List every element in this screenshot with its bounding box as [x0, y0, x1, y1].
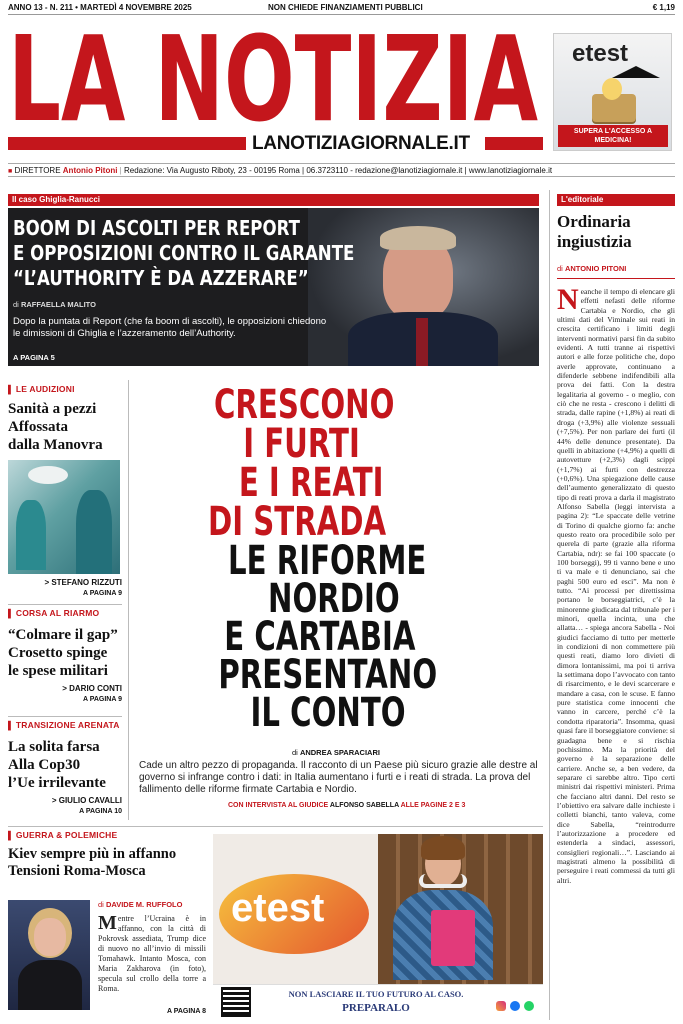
main-red-1: CRESCONO [214, 382, 395, 428]
photo-surgeon-2 [76, 490, 112, 574]
side-rule-2 [8, 716, 122, 717]
bottom-story[interactable] [8, 830, 206, 1020]
zakharova-photo [8, 900, 90, 1010]
box-top-tag: Il caso Ghiglia-Ranucci [8, 194, 539, 206]
top-bar [8, 3, 675, 15]
byline-name: ANDREA SPARACIARI [299, 748, 380, 757]
side3-tag: ▌ TRANSIZIONE ARENATA [8, 720, 122, 730]
side1-tag: ▌ LE AUDIZIONI [8, 384, 122, 394]
bottom-rule [8, 826, 543, 827]
logo-text: LA NOTIZIA [8, 22, 538, 134]
editorial-text [557, 287, 675, 1017]
main-black-4: PRESENTANO [218, 652, 438, 698]
bottom-text [98, 914, 206, 994]
ref-a: CON INTERVISTA AL GIUDICE [228, 802, 329, 809]
byline-prefix: di [13, 300, 19, 309]
box-top-summary: Dopo la puntata di Report (che fa boom di ascolti), le opposizioni chiedono le dimissioni di Ghiglia e l’azzeramento dell’Authority. [13, 316, 327, 339]
side3-byline: > GIULIO CAVALLI [51, 796, 122, 805]
bottom-headline-2: Tensioni Roma-Mosca [8, 863, 146, 879]
facebook-icon[interactable] [510, 1001, 520, 1011]
side2-headline-1: “Colmare il gap” [8, 627, 118, 643]
info-bar: ■ DIRETTORE Antonio Pitoni | Redazione: Via Augusto Riboty, 23 - 00195 Roma | 06.3723110 - redazione@lanotiziagiornale.it | www.lanotiziagiornale.it [8, 163, 675, 177]
main-byline [292, 748, 380, 757]
box-top-headline-2: E OPPOSIZIONI CONTRO IL GARANTE [13, 241, 355, 265]
price: € 1,19 [652, 3, 675, 12]
bottom-byline [98, 900, 182, 909]
issue-info: ANNO 13 - N. 211 • MARTEDÌ 4 NOVEMBRE 2025 [8, 3, 192, 12]
main-red-3: E I REATI [238, 460, 384, 506]
main-red-4: DI STRADA [208, 499, 387, 545]
editorial-byline [557, 264, 675, 273]
byline-name: DAVIDE M. RUFFOLO [105, 900, 183, 909]
logo-mark [8, 22, 543, 134]
editorial-title: Ordinaria ingiustizia [557, 212, 632, 251]
main-reference[interactable] [228, 802, 465, 809]
bullet-icon: ■ [8, 168, 13, 175]
ad-bottom[interactable] [213, 834, 543, 1020]
side1-byline: > STEFANO RIZZUTI [44, 578, 122, 587]
box-top-headline [13, 216, 355, 291]
ad-bottom-line2: PREPARALO [342, 1002, 410, 1014]
ad-footer [213, 984, 543, 1020]
masthead-logo[interactable] [8, 22, 543, 134]
director-label: DIRETTORE [14, 166, 61, 175]
main-black-5: IL CONTO [250, 690, 406, 736]
editorial-rule [557, 278, 675, 279]
bottom-tag: ▌ GUERRA & POLEMICHE [8, 830, 206, 840]
side1-headline-1: Sanità a pezzi [8, 401, 97, 417]
side-item-1[interactable] [8, 384, 122, 597]
ad-student-hair [421, 836, 465, 860]
main-red-2: I FURTI [243, 421, 360, 467]
bottom-headline-1: Kiev sempre più in affanno [8, 846, 177, 862]
instagram-icon[interactable] [496, 1001, 506, 1011]
whatsapp-icon[interactable] [524, 1001, 534, 1011]
side1-page: A PAGINA 9 [82, 590, 122, 597]
side2-headline-2: Crosetto spinge [8, 645, 108, 661]
surgery-photo [8, 460, 120, 574]
side2-tag: ▌ CORSA AL RIARMO [8, 608, 122, 618]
byline-name: RAFFAELLA MALITO [20, 300, 96, 309]
box-top[interactable] [8, 208, 539, 366]
side-item-2[interactable] [8, 608, 122, 703]
site-url[interactable]: LANOTIZIAGIORNALE.IT [252, 133, 470, 154]
ad-student-headphones [419, 874, 467, 888]
ref-b: ALFONSO SABELLA [329, 802, 399, 809]
box-top-byline [13, 300, 96, 309]
editorial [557, 194, 675, 1019]
side-item-3[interactable] [8, 720, 122, 815]
side1-headline-3: dalla Manovra [8, 437, 103, 453]
side3-headline-2: Alla Cop30 [8, 757, 81, 773]
ad-top-line: SUPERA L'ACCESSO A MEDICINA! [558, 125, 668, 147]
photo-dress [18, 960, 82, 1010]
masthead-rule-right [485, 137, 543, 150]
side3-page: A PAGINA 10 [79, 808, 122, 815]
address: Redazione: Via Augusto Riboty, 23 - 00195 Roma | 06.3723110 - redazione@lanotiziagiornale.it | www.lanotiziagiornale.it [123, 166, 553, 175]
side1-headline-2: Affossata [8, 419, 68, 435]
ad-bottom-line1: NON LASCIARE IL TUO FUTURO AL CASO. [288, 989, 464, 999]
editorial-tag: L'editoriale [557, 194, 675, 206]
dropcap: M [98, 912, 117, 934]
main-black-1: LE RIFORME [228, 538, 427, 584]
main-black-2: NORDIO [268, 576, 400, 622]
main-summary: Cade un altro pezzo di propaganda. Il racconto di un Paese più sicuro grazie alle destre al governo si infrange contro i dati: in Italia aumentano i furti e i reati di strada. La prova del fallimento delle riforme firmate Cartabia e Nordio. [139, 760, 538, 796]
graduation-cap-icon [612, 66, 660, 78]
director-name: Antonio Pitoni [62, 166, 118, 175]
dropcap: N [557, 287, 579, 316]
photo-surgeon [16, 500, 46, 570]
ad-top-brand: etest [572, 40, 629, 67]
bulb-icon [602, 78, 622, 100]
side2-headline-3: le spese militari [8, 663, 108, 679]
byline-prefix: di [557, 264, 563, 273]
box-top-page: A PAGINA 5 [13, 353, 55, 362]
bottom-page: A PAGINA 8 [166, 1008, 206, 1015]
photo-lamp [28, 466, 68, 484]
editorial-divider [549, 190, 550, 1020]
photo-face [34, 918, 66, 956]
box-top-headline-3: “L’AUTHORITY È DA AZZERARE” [13, 266, 309, 290]
byline-prefix: di [292, 748, 298, 757]
editorial-body: eanche il tempo di elencare gli effetti nefasti delle riforme Cartabia e Nordio, che gli ultimi dati del Viminale sui reati in crescita certificano i limiti degli interventi normativi parsi fin da subito evidenti. A tutti tranne ai rispettivi autori e alle forze politiche che, dopo averle approvate, continuano a difenderle sebbene indifendibili alla prova dei fatti. Con la destra legalitaria al governo - o meglio, con ciò che ne resta - crescono i delitti di strada, dalle rapine (+1,8%) ai reati di droga (+3,9%) alle violenze sessuali (+7,5%). Per non parlare dei furti (il 44% delle denunce presentate). Da quelli in abitazione (+4,9%) a quelli di autovetture (+2,3%) dagli scippi (+1,7%) ai furti con destrezza (+0,6%). Una spiegazione delle cause dell’aumento generalizzato di questo tipo di reati prova a darla il magistrato Alfonso Sabella (leggi intervista a pagina 2): “Le spaccate delle vetrine di Torino di qualche giorno fa: anche questo reato ora procedibile solo per querela di parte (grazie alla riforma Cartabia, ndr): se fai 100 spaccate (o 100 borseggi), 99 ti vanno bene e uno ti va male e ti denunciano, sai che paghi 500 euro ed esci”. Ma non è tutto. “Ai processi per direttissima portano le borseggiatrici, c’è la minorenne giudicata dal tribunale per i minori, quella incinta, una che allatta… - spiega ancora Sabella - Noi giudici facciamo di tutto per metterle in condizioni di non commettere più questi reati, diamo loro divieti di dimora lontanissimi, ma poi ti arriva la settimana dopo l’avvocato con tanto di risarcimento, e le devi scarcerare e mandare a casa, con le scuse. E fanno pure statistica come innocenti che vanno in carcere, perché c’è la condotta riparatoria”. Insomma, quasi quasi fare il borseggiatore conviene: si guadagna bene e si rischia pochissimo. Ma la priorità del governo è la separazione delle carriere. Anche se, a ben vedere, da separare ci sarebbe altro. Tipo certi ministri dai rispettivi ministeri. Prima che facciano altri danni. Del resto se l’obiettivo era salvare dalle inchieste i colletti bianchi, tanto valeva, come dice Sabella, “reintrodurre l’autorizzazione a procedere ed estenderla a sindaci, assessori, consiglieri regionali…”. Lasciando ai magistrati almeno la possibilità di perseguire i reati commessi da tutti gli altri. [557, 287, 675, 885]
motto: NON CHIEDE FINANZIAMENTI PUBBLICI [268, 3, 423, 12]
main-headline[interactable] [208, 382, 504, 736]
byline-prefix: di [98, 900, 104, 909]
photo-tie [416, 318, 428, 366]
box-top-headline-1: BOOM DI ASCOLTI PER REPORT [13, 216, 300, 240]
ad-top[interactable] [553, 33, 672, 151]
byline-name: ANTONIO PITONI [564, 264, 627, 273]
side2-byline: > DARIO CONTI [62, 684, 122, 693]
ref-c: ALLE PAGINE 2 E 3 [400, 802, 466, 809]
side-rule-1 [8, 604, 122, 605]
photo-hair [380, 226, 456, 250]
main-black-3: E CARTABIA [224, 614, 416, 660]
bottom-body: entre l’Ucraina è in affanno, con la città di Pokrovsk assediata, Trump dice di nuovo no all’invio di missili Tomahawk. Intanto Mosca, con Maria Zakharova (in foto), specula sul crollo della torre a Roma. [98, 914, 206, 993]
side3-headline-3: l’Ue irrilevante [8, 775, 106, 791]
side2-page: A PAGINA 9 [82, 696, 122, 703]
masthead-rule [8, 137, 246, 150]
sidebar-divider [128, 380, 129, 820]
ad-bottom-brand: etest [231, 886, 325, 930]
ad-student-books [431, 910, 475, 966]
qr-code-icon[interactable] [223, 989, 249, 1015]
side3-headline-1: La solita farsa [8, 739, 100, 755]
